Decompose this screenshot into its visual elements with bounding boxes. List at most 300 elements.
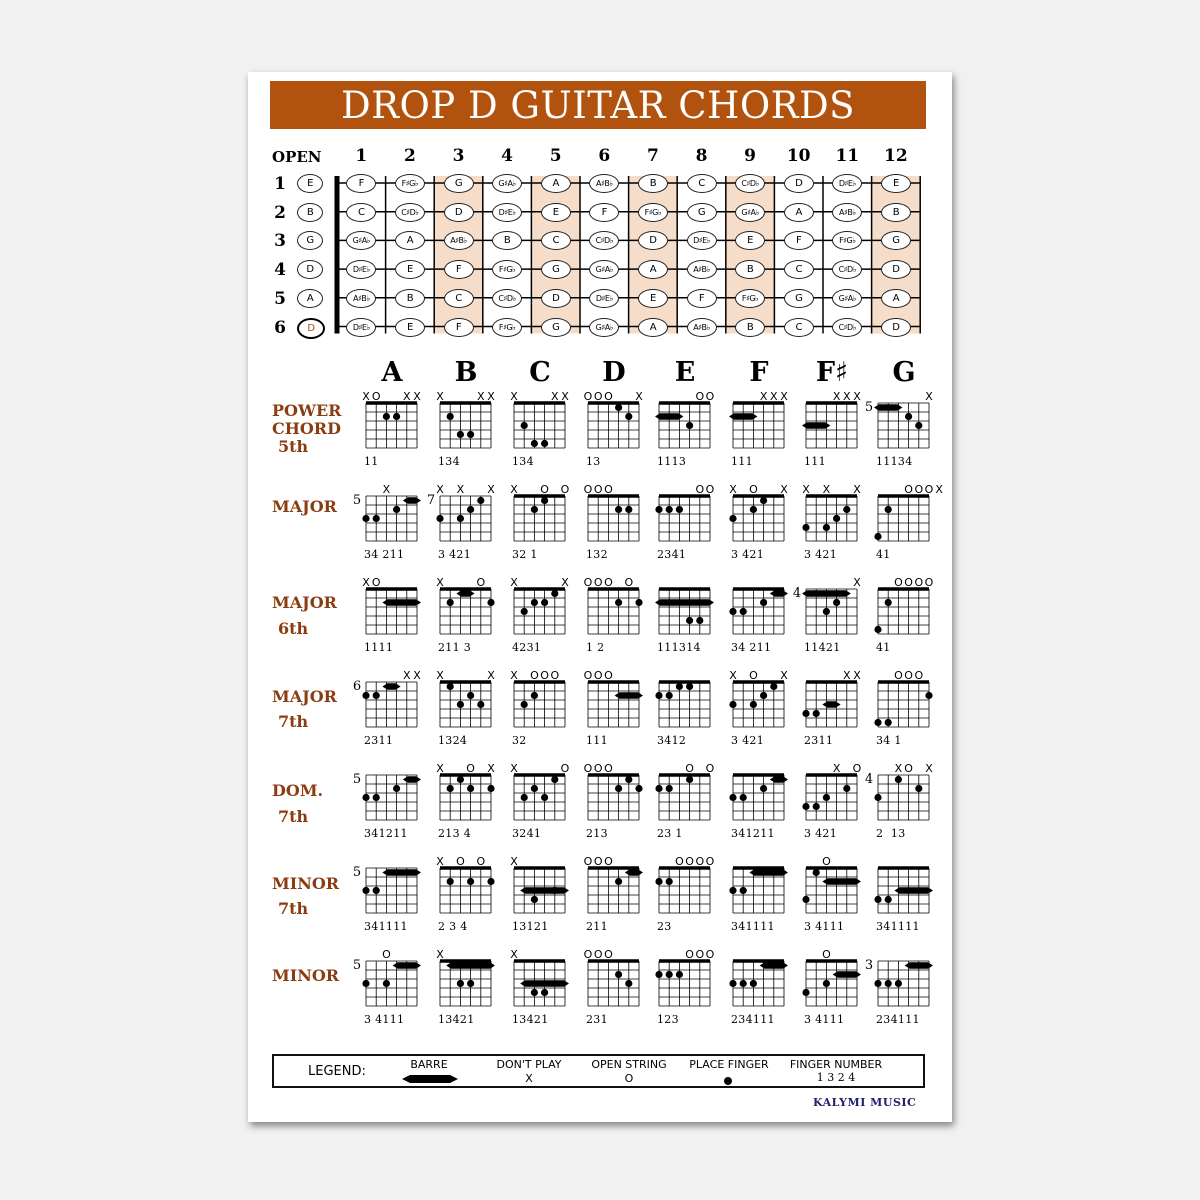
finger-dot <box>531 896 538 903</box>
fret-marker-shade <box>726 176 775 334</box>
barre-mark <box>874 404 902 410</box>
chord-diagram <box>422 668 502 760</box>
muted-string-marker: X <box>843 390 851 403</box>
fret-note: A <box>881 289 911 308</box>
chord-diagram <box>422 854 502 946</box>
fret-note: F♯G♭ <box>735 289 765 308</box>
finger-dot <box>521 422 528 429</box>
muted-string-marker: X <box>635 390 643 403</box>
muted-string-marker: X <box>413 669 421 682</box>
finger-dot <box>802 989 809 996</box>
finger-dot <box>487 599 494 606</box>
fret-note: C <box>784 318 814 337</box>
barre-mark <box>655 599 714 605</box>
fret-note: C <box>541 231 571 250</box>
open-string-marker: O <box>924 483 934 496</box>
open-string-note: B <box>297 203 323 222</box>
finger-dot <box>625 980 632 987</box>
legend-dont-play-symbol: X <box>525 1072 533 1085</box>
finger-numbers: 213 <box>586 827 608 840</box>
finger-dot <box>551 590 558 597</box>
finger-dot <box>625 776 632 783</box>
fret-note: F <box>346 174 376 193</box>
start-fret-number: 4 <box>792 586 802 601</box>
finger-dot <box>615 599 622 606</box>
muted-string-marker: X <box>729 669 737 682</box>
muted-string-marker: X <box>780 669 788 682</box>
finger-dot <box>740 887 747 894</box>
start-fret-number: 5 <box>352 865 362 880</box>
muted-string-marker: X <box>822 483 831 496</box>
finger-dot <box>362 887 369 894</box>
finger-dot <box>823 524 830 531</box>
finger-dot <box>740 608 747 615</box>
chord-diagram <box>715 575 795 667</box>
open-string-marker: O <box>604 948 613 961</box>
finger-numbers: 234111 <box>731 1013 775 1026</box>
muted-string-marker: X <box>935 483 943 496</box>
open-string-marker: O <box>583 948 593 961</box>
legend-open-string-label: OPEN STRING <box>591 1058 667 1071</box>
finger-numbers: 2311 <box>364 734 394 747</box>
open-header: OPEN <box>272 148 322 166</box>
finger-numbers: 3 421 <box>731 734 764 747</box>
open-string-marker: O <box>894 669 903 682</box>
finger-numbers: 34 211 <box>731 641 772 654</box>
open-string-marker: O <box>593 855 603 868</box>
finger-dot <box>823 794 830 801</box>
open-string-marker: O <box>466 762 475 775</box>
finger-dot <box>541 599 548 606</box>
finger-dot <box>666 506 673 513</box>
open-string-marker: O <box>914 576 924 589</box>
finger-dot <box>802 896 809 903</box>
muted-string-marker: X <box>925 390 933 403</box>
finger-numbers: 341211 <box>731 827 775 840</box>
finger-dot <box>655 971 662 978</box>
chord-type-label: 5th <box>278 437 309 456</box>
finger-dot <box>750 980 757 987</box>
fret-note: F♯G♭ <box>832 231 862 250</box>
finger-dot <box>467 506 474 513</box>
muted-string-marker: X <box>477 390 485 403</box>
chord-name: D <box>602 357 626 388</box>
start-fret-number: 5 <box>352 493 362 508</box>
muted-string-marker: X <box>832 390 841 403</box>
chord-diagram <box>715 947 795 1039</box>
finger-numbers: 2 13 <box>876 827 906 840</box>
chord-diagram <box>496 761 576 853</box>
finger-dot <box>802 710 809 717</box>
barre-mark <box>905 962 933 968</box>
fret-note: F♯G♭ <box>492 260 522 279</box>
barre-mark <box>655 413 683 419</box>
fret-note: G♯A♭ <box>832 289 862 308</box>
open-string-marker: O <box>695 855 705 868</box>
fret-note: B <box>735 318 765 337</box>
fret-note: C <box>784 260 814 279</box>
chord-diagram <box>860 854 940 946</box>
open-string-marker: O <box>604 855 613 868</box>
fret-marker-shade <box>629 176 678 334</box>
finger-dot <box>625 413 632 420</box>
chord-diagram <box>570 668 650 760</box>
finger-numbers: 134 <box>512 455 534 468</box>
finger-numbers: 11421 <box>804 641 841 654</box>
string-number: 3 <box>274 231 286 252</box>
fret-note: A♯B♭ <box>444 231 474 250</box>
chord-diagram <box>715 854 795 946</box>
fret-note: G <box>444 174 474 193</box>
finger-dot <box>676 506 683 513</box>
finger-dot <box>531 506 538 513</box>
fret-note: A♯B♭ <box>346 289 376 308</box>
string-number: 2 <box>274 202 286 223</box>
finger-dot <box>362 692 369 699</box>
string-number: 6 <box>274 317 286 338</box>
chord-diagram <box>422 947 502 1039</box>
chord-diagram <box>422 389 502 481</box>
muted-string-marker: X <box>561 390 569 403</box>
finger-numbers: 13421 <box>438 1013 475 1026</box>
open-string-marker: O <box>540 483 549 496</box>
muted-string-marker: X <box>436 762 444 775</box>
finger-dot <box>477 701 484 708</box>
open-string-marker: O <box>904 576 913 589</box>
finger-dot <box>760 599 767 606</box>
chord-type-label: POWER <box>272 401 342 420</box>
open-string-marker: O <box>583 762 593 775</box>
barre-mark <box>403 776 421 782</box>
finger-numbers: 2311 <box>804 734 834 747</box>
finger-dot <box>813 869 820 876</box>
finger-dot <box>686 617 693 624</box>
finger-dot <box>436 515 443 522</box>
chord-diagram <box>348 389 428 481</box>
finger-dot <box>457 776 464 783</box>
finger-dot <box>531 599 538 606</box>
finger-dot <box>750 701 757 708</box>
start-fret-number: 5 <box>352 958 362 973</box>
finger-numbers: 23 <box>657 920 672 933</box>
open-string-marker: O <box>604 483 613 496</box>
barre-mark <box>822 701 840 707</box>
finger-dot <box>655 878 662 885</box>
finger-numbers: 41 <box>876 548 891 561</box>
barre-mark <box>456 590 474 596</box>
open-string-marker: O <box>904 669 913 682</box>
chord-diagram <box>715 389 795 481</box>
open-string-marker: O <box>695 390 705 403</box>
finger-dot <box>770 683 777 690</box>
finger-dot <box>729 608 736 615</box>
finger-dot <box>802 803 809 810</box>
finger-dot <box>393 413 400 420</box>
finger-dot <box>373 692 380 699</box>
finger-dot <box>447 785 454 792</box>
open-string-marker: O <box>371 576 381 589</box>
muted-string-marker: X <box>853 576 861 589</box>
finger-dot <box>874 626 881 633</box>
chord-name: A <box>381 357 403 388</box>
chord-type-label: MAJOR <box>272 497 337 516</box>
fret-note: A♯B♭ <box>687 260 717 279</box>
finger-dot <box>467 980 474 987</box>
finger-numbers: 1 2 <box>586 641 605 654</box>
finger-dot <box>874 980 881 987</box>
barre-mark <box>382 869 421 875</box>
barre-mark <box>403 497 421 503</box>
open-string-note: D <box>297 318 325 339</box>
finger-dot <box>874 794 881 801</box>
fret-note: C♯D♭ <box>395 203 425 222</box>
finger-dot <box>885 719 892 726</box>
finger-numbers: 32 1 <box>512 548 538 561</box>
open-string-marker: O <box>476 855 486 868</box>
finger-dot <box>551 776 558 783</box>
finger-dot <box>457 431 464 438</box>
chord-diagram <box>570 575 650 667</box>
chord-type-label: MINOR <box>272 874 340 893</box>
finger-dot <box>615 971 622 978</box>
muted-string-marker: X <box>487 762 495 775</box>
fret-note: B <box>492 231 522 250</box>
open-string-marker: O <box>583 483 593 496</box>
muted-string-marker: X <box>510 483 518 496</box>
finger-dot <box>885 599 892 606</box>
fret-marker-shade <box>531 176 580 334</box>
chord-diagram <box>570 389 650 481</box>
chord-name: F♯ <box>815 357 849 388</box>
fret-note: G♯A♭ <box>492 174 522 193</box>
muted-string-marker: X <box>853 669 861 682</box>
barre-mark <box>382 683 400 689</box>
fret-note: D♯E♭ <box>832 174 862 193</box>
open-string-marker: O <box>456 855 465 868</box>
finger-dot <box>874 896 881 903</box>
muted-string-marker: X <box>853 483 861 496</box>
string-number: 4 <box>274 260 286 281</box>
muted-string-marker: X <box>510 576 518 589</box>
finger-numbers: 32 <box>512 734 527 747</box>
finger-dot <box>885 896 892 903</box>
finger-dot <box>729 980 736 987</box>
open-string-marker: O <box>822 855 831 868</box>
open-string-marker: O <box>540 669 549 682</box>
chord-diagram <box>570 482 650 574</box>
finger-dot <box>874 533 881 540</box>
open-string-note: D <box>297 260 323 279</box>
muted-string-marker: X <box>759 390 768 403</box>
muted-string-marker: X <box>487 390 495 403</box>
fret-note: C <box>444 289 474 308</box>
finger-dot <box>676 683 683 690</box>
finger-dot <box>457 980 464 987</box>
finger-numbers: 3 4111 <box>804 920 845 933</box>
fret-note: G <box>784 289 814 308</box>
open-string-marker: O <box>550 669 560 682</box>
chord-type-label: 7th <box>278 712 309 731</box>
finger-numbers: 41 <box>876 641 891 654</box>
open-string-marker: O <box>705 762 715 775</box>
open-string-marker: O <box>924 576 934 589</box>
chord-diagram <box>715 482 795 574</box>
finger-dot <box>362 515 369 522</box>
finger-dot <box>521 794 528 801</box>
open-string-marker: O <box>749 483 758 496</box>
open-string-marker: O <box>695 948 705 961</box>
finger-numbers: 341111 <box>364 920 408 933</box>
fret-note: D♯E♭ <box>589 289 619 308</box>
barre-icon <box>402 1075 458 1083</box>
legend-place-finger-label: PLACE FINGER <box>689 1058 769 1071</box>
open-string-marker: O <box>583 669 593 682</box>
fret-note: B <box>395 289 425 308</box>
start-fret-number: 7 <box>426 493 436 508</box>
fret-note: A <box>638 318 668 337</box>
fret-note: D♯E♭ <box>346 260 376 279</box>
open-string-marker: O <box>685 762 694 775</box>
chord-type-label: MINOR <box>272 966 340 985</box>
finger-dot <box>843 506 850 513</box>
finger-numbers: 211 3 <box>438 641 471 654</box>
open-string-marker: O <box>593 669 603 682</box>
chord-name: C <box>529 357 551 388</box>
finger-numbers: 3241 <box>512 827 542 840</box>
fret-note: E <box>395 318 425 337</box>
finger-dot <box>541 794 548 801</box>
fret-marker-shade <box>434 176 483 334</box>
legend-dont-play-label: DON'T PLAY <box>496 1058 562 1071</box>
finger-dot <box>666 692 673 699</box>
open-string-marker: O <box>530 669 539 682</box>
fret-note: F <box>687 289 717 308</box>
finger-dot <box>740 980 747 987</box>
chord-type-label: MAJOR <box>272 593 337 612</box>
muted-string-marker: X <box>413 390 421 403</box>
muted-string-marker: X <box>487 483 495 496</box>
finger-dot <box>666 878 673 885</box>
open-string-marker: O <box>593 483 603 496</box>
finger-dot <box>615 785 622 792</box>
muted-string-marker: X <box>436 948 444 961</box>
open-string-note: G <box>297 231 323 250</box>
finger-dot <box>615 404 622 411</box>
chord-diagram <box>422 761 502 853</box>
finger-numbers: 3 421 <box>438 548 471 561</box>
muted-string-marker: X <box>925 762 933 775</box>
chord-type-label: CHORD <box>272 419 341 438</box>
fret-number: 4 <box>501 146 514 166</box>
muted-string-marker: X <box>853 390 861 403</box>
barre-mark <box>802 590 851 596</box>
barre-mark <box>520 887 569 893</box>
finger-dot <box>686 683 693 690</box>
finger-numbers: 123 <box>657 1013 679 1026</box>
open-string-marker: O <box>705 948 715 961</box>
barre-mark <box>822 878 861 884</box>
open-string-note: E <box>297 174 323 193</box>
fret-marker-shade <box>872 176 921 334</box>
open-string-marker: O <box>604 762 613 775</box>
open-string-marker: O <box>604 669 613 682</box>
finger-dot <box>915 785 922 792</box>
brand-name: KALYMI MUSIC <box>813 1096 917 1109</box>
finger-dot <box>447 878 454 885</box>
start-fret-number: 6 <box>352 679 362 694</box>
finger-dot <box>373 887 380 894</box>
muted-string-marker: X <box>510 855 518 868</box>
finger-dot <box>833 515 840 522</box>
finger-numbers: 111 <box>804 455 826 468</box>
fret-note: G <box>541 318 571 337</box>
chord-diagram <box>496 482 576 574</box>
fret-note: G <box>687 203 717 222</box>
finger-dot <box>729 515 736 522</box>
chord-type-label: 7th <box>278 899 309 918</box>
fret-note: A♯B♭ <box>589 174 619 193</box>
chord-diagram <box>348 854 428 946</box>
finger-dot <box>457 515 464 522</box>
finger-numbers: 1111 <box>364 641 394 654</box>
barre-mark <box>802 422 830 428</box>
fret-note: A♯B♭ <box>832 203 862 222</box>
finger-dot <box>521 701 528 708</box>
finger-dot <box>729 701 736 708</box>
finger-numbers: 3 4111 <box>804 1013 845 1026</box>
finger-dot <box>802 524 809 531</box>
fret-note: G♯A♭ <box>346 231 376 250</box>
fret-note: E <box>541 203 571 222</box>
legend-barre-label: BARRE <box>410 1058 448 1071</box>
open-string-marker: O <box>371 390 381 403</box>
fret-note: F <box>444 318 474 337</box>
finger-numbers: 4231 <box>512 641 542 654</box>
finger-numbers: 3 421 <box>731 548 764 561</box>
fret-note: C♯D♭ <box>832 260 862 279</box>
fret-note: G <box>541 260 571 279</box>
chord-diagram <box>715 668 795 760</box>
finger-dot <box>925 692 932 699</box>
finger-dot <box>373 515 380 522</box>
chord-diagram <box>788 668 868 760</box>
finger-dot <box>487 878 494 885</box>
open-string-note: A <box>297 289 323 308</box>
chord-diagram <box>496 854 576 946</box>
barre-mark <box>833 971 861 977</box>
finger-dot <box>615 506 622 513</box>
fret-number: 10 <box>786 146 811 166</box>
fret-note: F♯G♭ <box>638 203 668 222</box>
finger-dot <box>541 989 548 996</box>
barre-mark <box>894 887 933 893</box>
barre-mark <box>520 980 569 986</box>
finger-numbers: 34 1 <box>876 734 902 747</box>
legend-finger-number-example: 1 3 2 4 <box>816 1071 856 1084</box>
finger-numbers: 341111 <box>731 920 775 933</box>
chord-type-label: 7th <box>278 807 309 826</box>
muted-string-marker: X <box>382 483 391 496</box>
fret-note: D <box>444 203 474 222</box>
fret-note: A <box>638 260 668 279</box>
fret-note: F <box>784 231 814 250</box>
chord-diagram <box>715 761 795 853</box>
finger-dot <box>696 617 703 624</box>
fret-note: B <box>881 203 911 222</box>
finger-dot <box>521 608 528 615</box>
finger-dot <box>655 506 662 513</box>
chord-type-label: 6th <box>278 619 309 638</box>
